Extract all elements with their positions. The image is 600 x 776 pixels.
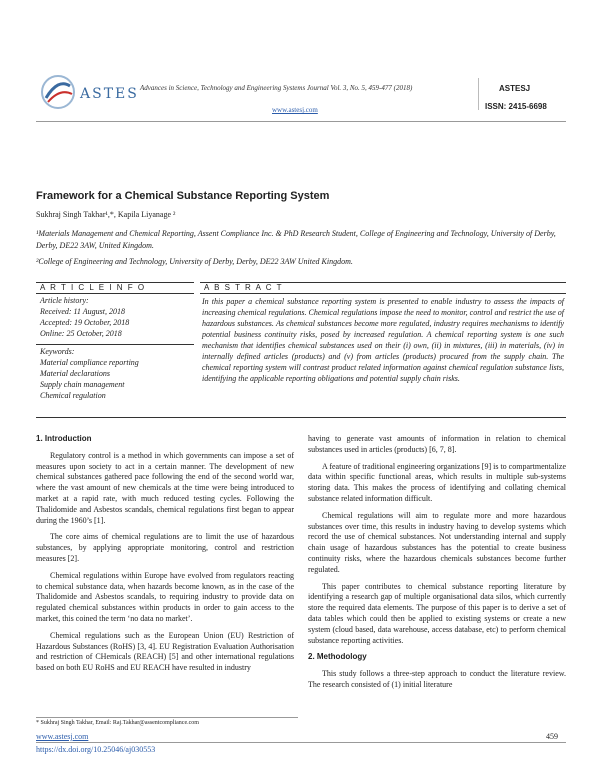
paragraph: A feature of traditional engineering organizations [9] is to compartmentalize data within specific functional areas, which results in multiple sub-systems storing data. This makes the process of identifying and collating chemical substance related information difficult. — [308, 461, 566, 503]
paragraph: Chemical regulations such as the European Union (EU) Restriction of Hazardous Substances (RoHS) [3, 4]. EU Registration Evaluation Authorisation and restriction of CHemicals (REACH) [5] and other international regulations based on both EU RoHS and EU REACH have resulted in industry — [36, 630, 294, 673]
footer-url-link[interactable]: www.astesj.com — [36, 732, 89, 741]
affiliation-2: ²College of Engineering and Technology, University of Derby, Derby, DE22 3AW United Kingdom. — [36, 257, 353, 266]
paragraph: The core aims of chemical regulations are to limit the use of hazardous substances, by applying appropriate monitoring, control and restriction measures [2]. — [36, 532, 294, 563]
keyword: Chemical regulation — [40, 391, 106, 400]
right-column — [308, 434, 566, 697]
info-mid-rule — [36, 293, 194, 294]
keywords-label: Keywords: — [40, 347, 75, 356]
article-info-heading: A R T I C L E I N F O — [40, 283, 146, 292]
paragraph: This study follows a three-step approach to conduct the literature review. The research consisted of (1) initial literature — [308, 669, 566, 689]
authors: Sukhraj Singh Takhar¹,*, Kapila Liyanage ² — [36, 210, 176, 219]
paragraph: This paper contributes to chemical substance reporting literature by identifying a research gap of multiple organisational data silos, which currently store the required data elements. The purpose of this paper is to derive a set of data tables which could then be applied to existing systems or create a new system (cloud based, data warehouse, access database, etc) to perform chemical substance reporting activities. — [308, 581, 566, 645]
journal-url-link[interactable]: www.astesj.com — [272, 106, 318, 114]
header-rule — [36, 121, 566, 122]
paragraph: Regulatory control is a method in which governments can impose a set of measures upon society to act in a certain manner. The development of new chemical substances gathered pace following the end of the second world war, where the vast amount of new chemicals at the time were being introduced to market at a rapid rate, with much reduced testing cycles. Following the Thalidomide and Asbestos scandals, chemical regulations first began to appear during the 1960’s [1]. — [36, 450, 294, 525]
accepted-date: Accepted: 19 October, 2018 — [40, 318, 130, 327]
paragraph: Chemical regulations will aim to regulate more and more hazardous substances over time, this results in industry having to develop systems which record the use of chemical substances. Not understanding internal and supply chain usage of hazardous substances has the potential to create business continuity risks, where the hazardous chemicals substances become further regulated. — [308, 510, 566, 574]
online-date: Online: 25 October, 2018 — [40, 329, 122, 338]
abstract-bottom-rule — [36, 417, 566, 418]
keyword: Material declarations — [40, 369, 110, 378]
abstract-heading: A B S T R A C T — [204, 283, 283, 292]
keywords-block — [40, 346, 194, 401]
keyword: Supply chain management — [40, 380, 125, 389]
doi-link[interactable]: https://dx.doi.org/10.25046/aj030553 — [36, 745, 156, 754]
left-column — [36, 434, 294, 680]
received-date: Received: 11 August, 2018 — [40, 307, 126, 316]
paper-title: Framework for a Chemical Substance Reporting System — [36, 190, 330, 202]
paragraph: having to generate vast amounts of information in relation to chemical substances used in articles (products) [6, 7, 8]. — [308, 434, 566, 454]
page-number: 459 — [546, 732, 558, 741]
affiliation-1: ¹Materials Management and Chemical Reporting, Assent Compliance Inc. & PhD Research Student, College of Engineering and Technology, University of Derby, Derby, DE22 3AW, United Kingdom. — [36, 229, 556, 250]
publisher-name: ASTESJ — [499, 84, 531, 93]
footnote: * Sukhraj Singh Takhar, Email: Raj.Takhar@assentcompliance.com — [36, 717, 298, 726]
abstract-mid-rule — [200, 293, 566, 294]
article-history — [40, 295, 194, 339]
logo-text: ASTES — [80, 86, 139, 102]
journal-citation: Advances in Science, Technology and Engineering Systems Journal Vol. 3, No. 5, 459-477 (2018) — [140, 84, 413, 92]
section-heading-methodology: 2. Methodology — [308, 652, 367, 662]
abstract-text: In this paper a chemical substance reporting system is presented to enable industry to assess the impacts of increasing chemical regulations. Chemical regulations impose the need to monitor, control and restrict the use of hazardous substances. As chemical substances become more regulated, industry requires mechanisms to identify potential business continuity risks, posed by increased regulation. A chemical reporting system is one such mechanism that identifies chemical substances used on their (i) own, (ii) in mixtures, (iii) in materials, (iv) in internally defined articles (products) and (v) from articles (products) procured from the supply chain. The chemical reporting system will contrast product related information against chemical regulation substance lists, identifying the applicable reporting obligations and potential supply chain risks. — [202, 297, 564, 383]
astes-logo — [36, 72, 139, 112]
logo-mark-icon — [36, 72, 80, 112]
history-label: Article history: — [40, 296, 89, 305]
issn: ISSN: 2415-6698 — [485, 102, 547, 111]
publisher-box — [478, 78, 567, 110]
keywords-rule — [36, 344, 194, 345]
section-heading-introduction: 1. Introduction — [36, 434, 92, 443]
paragraph: Chemical regulations within Europe have evolved from regulators reacting to chemical substance data, when hazards become known, as in the case of the Thalidomide and Asbestos scandals, to requiring industry to provide data on regulated chemical substances within products in order to gain access to the market, this coined the term ‘no data no market’. — [36, 570, 294, 623]
keyword: Material compliance reporting — [40, 358, 139, 367]
footer-rule — [36, 742, 566, 743]
